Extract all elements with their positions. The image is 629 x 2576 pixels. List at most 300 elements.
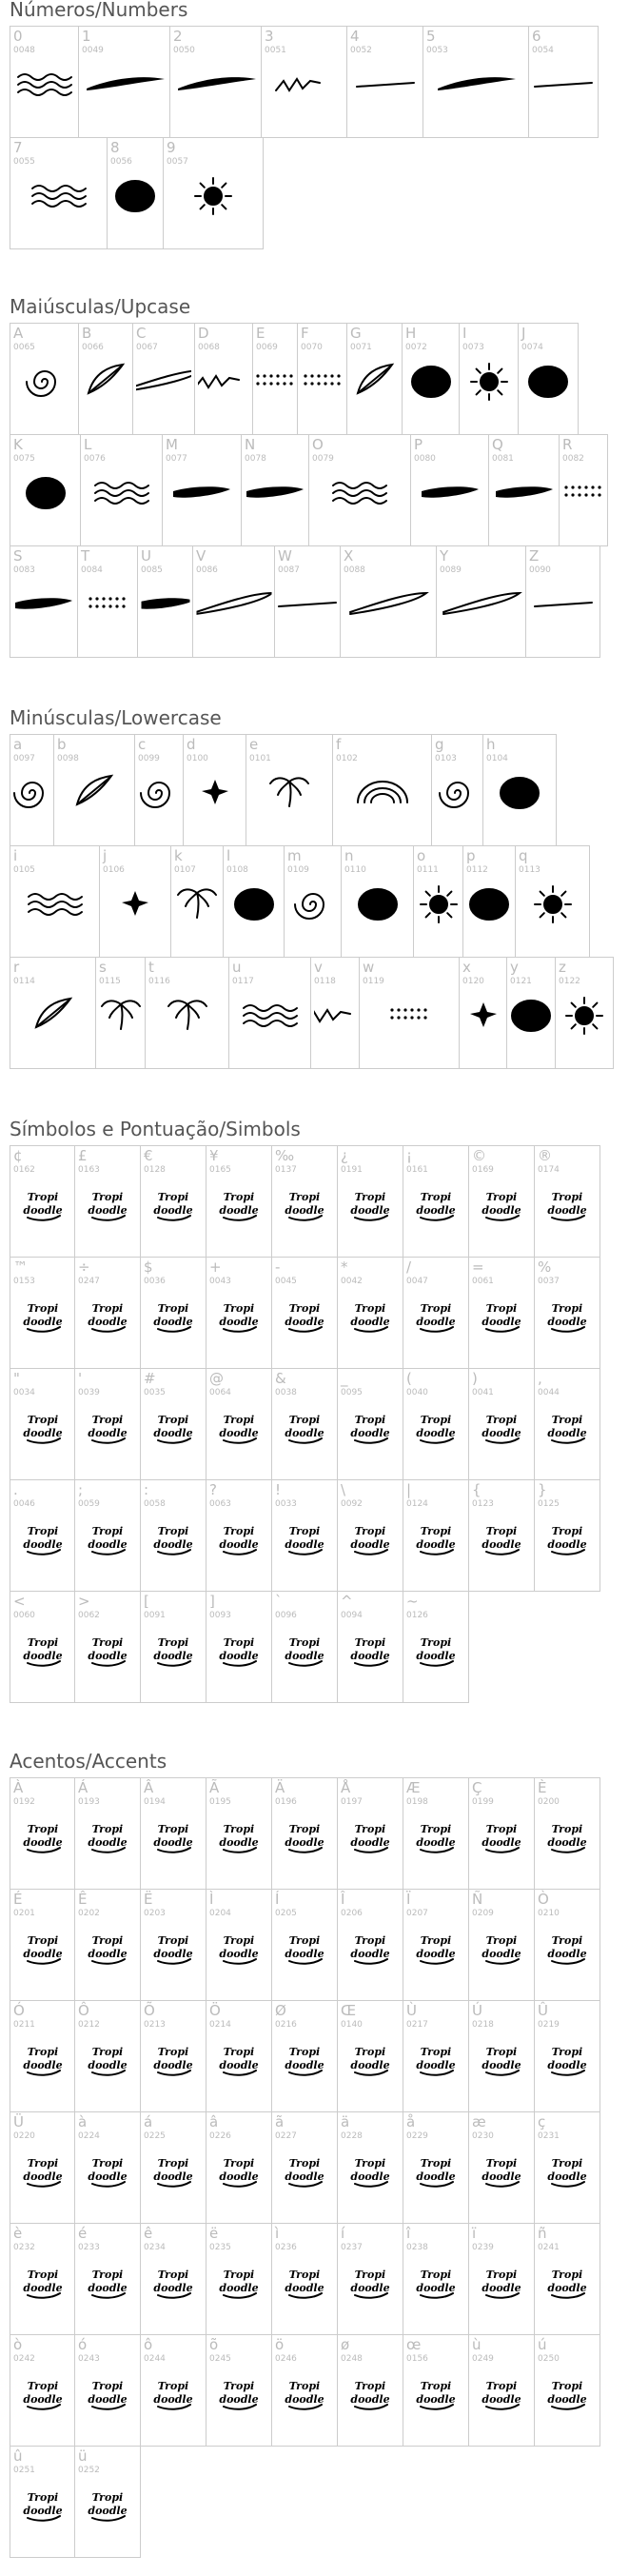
glyph-code: 0040 bbox=[406, 1388, 428, 1397]
glyph-cell bbox=[555, 957, 614, 1069]
glyph-code: 0037 bbox=[538, 1277, 560, 1286]
glyph-cell bbox=[140, 2334, 206, 2447]
glyph-drawing-icon bbox=[13, 880, 96, 927]
glyph-character: Ç bbox=[472, 1779, 482, 1796]
glyph-character: á bbox=[144, 2113, 153, 2130]
svg-text:doodle: doodle bbox=[88, 1836, 128, 1850]
glyph-drawing-icon bbox=[521, 357, 575, 405]
glyph-cell bbox=[271, 1479, 338, 1592]
glyph-character: K bbox=[13, 436, 23, 453]
section-title: Acentos/Accents bbox=[10, 1750, 167, 1773]
glyph-code: 0068 bbox=[198, 343, 220, 352]
glyph-drawing-icon bbox=[472, 2257, 531, 2305]
glyph-character: % bbox=[538, 1258, 552, 1276]
svg-text:doodle: doodle bbox=[153, 1650, 193, 1663]
glyph-code: 0239 bbox=[472, 2243, 494, 2252]
svg-text:doodle: doodle bbox=[547, 2170, 587, 2184]
glyph-code: 0204 bbox=[209, 1909, 231, 1918]
svg-text:doodle: doodle bbox=[22, 2282, 63, 2295]
svg-text:Tropi: Tropi bbox=[157, 2380, 189, 2393]
glyph-code: 0165 bbox=[209, 1165, 231, 1175]
glyph-code: 0058 bbox=[144, 1499, 166, 1509]
glyph-character: " bbox=[13, 1370, 20, 1387]
glyph-character: ¡ bbox=[406, 1147, 413, 1164]
glyph-character: $ bbox=[144, 1258, 153, 1276]
svg-text:Tropi: Tropi bbox=[27, 1823, 58, 1836]
glyph-row bbox=[10, 1146, 600, 1258]
glyph-code: 0207 bbox=[406, 1909, 428, 1918]
glyph-code: 0197 bbox=[341, 1797, 363, 1807]
glyph-drawing-icon bbox=[209, 1291, 268, 1338]
glyph-cell bbox=[271, 2334, 338, 2447]
glyph-character: a bbox=[13, 736, 23, 753]
glyph-drawing-icon bbox=[141, 580, 189, 627]
glyph-drawing-icon bbox=[492, 468, 556, 516]
glyph-drawing-icon bbox=[13, 1625, 71, 1673]
svg-text:Tropi: Tropi bbox=[420, 1414, 452, 1427]
svg-text:doodle: doodle bbox=[219, 1427, 259, 1440]
svg-text:Tropi: Tropi bbox=[91, 2157, 124, 2170]
svg-text:Tropi: Tropi bbox=[485, 2269, 518, 2282]
glyph-drawing-icon bbox=[466, 880, 512, 927]
glyph-drawing-icon bbox=[78, 1812, 137, 1859]
svg-text:Tropi: Tropi bbox=[223, 2380, 255, 2393]
glyph-cell bbox=[468, 1368, 535, 1480]
glyph-character: W bbox=[278, 547, 292, 565]
glyph-drawing-icon bbox=[103, 880, 167, 927]
glyph-cell bbox=[518, 323, 579, 435]
svg-text:Tropi: Tropi bbox=[27, 1934, 58, 1948]
glyph-character: Ù bbox=[406, 2002, 417, 2019]
glyph-code: 0198 bbox=[406, 1797, 428, 1807]
svg-text:doodle: doodle bbox=[22, 1650, 63, 1663]
glyph-code: 0099 bbox=[138, 754, 160, 763]
glyph-code: 0059 bbox=[78, 1499, 100, 1509]
glyph-row bbox=[10, 1778, 600, 1890]
svg-text:Tropi: Tropi bbox=[91, 1191, 124, 1204]
svg-text:Tropi: Tropi bbox=[288, 1191, 321, 1204]
svg-text:doodle: doodle bbox=[416, 2393, 456, 2407]
svg-text:Tropi: Tropi bbox=[354, 2269, 386, 2282]
glyph-drawing-icon bbox=[341, 1625, 400, 1673]
glyph-cell bbox=[436, 545, 526, 658]
glyph-cell bbox=[252, 323, 298, 435]
glyph-character: v bbox=[314, 959, 323, 976]
glyph-cell bbox=[10, 2000, 75, 2112]
svg-text:doodle: doodle bbox=[88, 2059, 128, 2072]
svg-text:doodle: doodle bbox=[153, 2170, 193, 2184]
svg-text:Tropi: Tropi bbox=[288, 2380, 321, 2393]
svg-text:doodle: doodle bbox=[547, 1316, 587, 1329]
glyph-cell bbox=[170, 845, 224, 958]
glyph-cell bbox=[468, 1889, 535, 2001]
glyph-cell bbox=[78, 26, 170, 138]
glyph-grid bbox=[10, 1146, 600, 1703]
svg-text:doodle: doodle bbox=[219, 2282, 259, 2295]
svg-text:Tropi: Tropi bbox=[157, 2269, 189, 2282]
glyph-code: 0116 bbox=[148, 977, 170, 986]
svg-text:doodle: doodle bbox=[219, 1316, 259, 1329]
svg-text:doodle: doodle bbox=[350, 2393, 390, 2407]
glyph-cell bbox=[297, 323, 347, 435]
glyph-drawing-icon bbox=[538, 2034, 597, 2082]
glyph-code: 0113 bbox=[519, 865, 541, 875]
glyph-character: e bbox=[249, 736, 259, 753]
glyph-drawing-icon bbox=[406, 1923, 465, 1971]
svg-text:Tropi: Tropi bbox=[420, 2380, 452, 2393]
glyph-character: Ñ bbox=[472, 1891, 483, 1908]
glyph-character: À bbox=[13, 1779, 24, 1796]
glyph-cell bbox=[10, 26, 79, 138]
svg-text:doodle: doodle bbox=[22, 2059, 63, 2072]
glyph-character: ? bbox=[209, 1481, 217, 1498]
glyph-character: h bbox=[486, 736, 496, 753]
glyph-cell bbox=[559, 434, 608, 546]
glyph-character: ¿ bbox=[341, 1147, 348, 1164]
svg-text:doodle: doodle bbox=[482, 2059, 521, 2072]
glyph-drawing-icon bbox=[198, 357, 249, 405]
glyph-drawing-icon bbox=[166, 468, 238, 516]
glyph-row bbox=[10, 2112, 600, 2224]
svg-text:doodle: doodle bbox=[482, 1204, 521, 1218]
glyph-character: Z bbox=[529, 547, 540, 565]
glyph-drawing-icon bbox=[562, 468, 604, 516]
glyph-cell bbox=[462, 845, 516, 958]
svg-text:doodle: doodle bbox=[416, 2170, 456, 2184]
svg-text:Tropi: Tropi bbox=[551, 1414, 583, 1427]
glyph-character: ö bbox=[275, 2336, 285, 2353]
glyph-character: V bbox=[196, 547, 206, 565]
glyph-code: 0250 bbox=[538, 2354, 560, 2364]
glyph-code: 0091 bbox=[144, 1611, 166, 1620]
glyph-drawing-icon bbox=[341, 1514, 400, 1561]
glyph-code: 0086 bbox=[196, 565, 218, 575]
glyph-code: 0156 bbox=[406, 2354, 428, 2364]
glyph-drawing-icon bbox=[417, 880, 460, 927]
glyph-character: ÷ bbox=[78, 1258, 90, 1276]
glyph-drawing-icon bbox=[78, 2368, 137, 2416]
svg-text:Tropi: Tropi bbox=[420, 1191, 452, 1204]
glyph-cell bbox=[78, 323, 133, 435]
glyph-cell bbox=[74, 2446, 141, 2558]
svg-text:Tropi: Tropi bbox=[485, 2046, 518, 2059]
glyph-drawing-icon bbox=[406, 2146, 465, 2193]
glyph-character: F bbox=[301, 325, 309, 342]
glyph-drawing-icon bbox=[144, 1402, 203, 1450]
svg-text:doodle: doodle bbox=[350, 1948, 390, 1961]
glyph-character: ; bbox=[78, 1481, 84, 1498]
glyph-code: 0061 bbox=[472, 1277, 494, 1286]
glyph-drawing-icon bbox=[275, 1291, 334, 1338]
glyph-drawing-icon bbox=[341, 1291, 400, 1338]
glyph-cell bbox=[10, 1257, 75, 1369]
svg-text:doodle: doodle bbox=[88, 1650, 128, 1663]
glyph-cell bbox=[423, 26, 529, 138]
glyph-code: 0212 bbox=[78, 2020, 100, 2030]
glyph-character: í bbox=[341, 2225, 345, 2242]
glyph-character: Y bbox=[440, 547, 449, 565]
glyph-code: 0055 bbox=[13, 157, 35, 167]
glyph-cell bbox=[337, 1889, 403, 2001]
glyph-character: € bbox=[144, 1147, 153, 1164]
svg-text:doodle: doodle bbox=[22, 1427, 63, 1440]
glyph-drawing-icon bbox=[406, 1179, 465, 1227]
glyph-character: ^ bbox=[341, 1593, 353, 1610]
glyph-cell bbox=[431, 734, 483, 846]
glyph-code: 0039 bbox=[78, 1388, 100, 1397]
glyph-drawing-icon bbox=[472, 1514, 531, 1561]
glyph-character: ¢ bbox=[13, 1147, 23, 1164]
glyph-cell bbox=[140, 1368, 206, 1480]
glyph-grid bbox=[10, 735, 614, 1069]
glyph-cell bbox=[140, 1145, 206, 1258]
glyph-character: ú bbox=[538, 2336, 547, 2353]
glyph-drawing-icon bbox=[13, 171, 104, 219]
svg-text:doodle: doodle bbox=[219, 1948, 259, 1961]
svg-text:doodle: doodle bbox=[350, 1538, 390, 1552]
glyph-code: 0201 bbox=[13, 1909, 35, 1918]
section-title: Minúsculas/Lowercase bbox=[10, 706, 222, 729]
glyph-cell bbox=[53, 734, 135, 846]
glyph-character: j bbox=[103, 847, 108, 864]
glyph-code: 0162 bbox=[13, 1165, 35, 1175]
glyph-character: , bbox=[538, 1370, 542, 1387]
glyph-drawing-icon bbox=[144, 2257, 203, 2305]
glyph-code: 0054 bbox=[532, 46, 554, 55]
svg-text:Tropi: Tropi bbox=[91, 1525, 124, 1538]
glyph-cell bbox=[403, 1777, 469, 1890]
glyph-cell bbox=[482, 734, 557, 846]
svg-text:doodle: doodle bbox=[350, 1427, 390, 1440]
glyph-cell bbox=[488, 434, 560, 546]
glyph-character: l bbox=[226, 847, 231, 864]
glyph-row bbox=[10, 846, 614, 958]
glyph-drawing-icon bbox=[232, 991, 307, 1039]
glyph-cell bbox=[10, 957, 96, 1069]
glyph-drawing-icon bbox=[341, 1402, 400, 1450]
glyph-cell bbox=[534, 1479, 600, 1592]
glyph-code: 0101 bbox=[249, 754, 271, 763]
glyph-row bbox=[10, 1480, 600, 1592]
glyph-code: 0118 bbox=[314, 977, 336, 986]
svg-text:doodle: doodle bbox=[416, 2059, 456, 2072]
glyph-code: 0106 bbox=[103, 865, 125, 875]
svg-text:Tropi: Tropi bbox=[420, 1525, 452, 1538]
glyph-drawing-icon bbox=[406, 1812, 465, 1859]
svg-text:doodle: doodle bbox=[22, 2505, 63, 2518]
glyph-character: k bbox=[174, 847, 183, 864]
svg-text:doodle: doodle bbox=[547, 1427, 587, 1440]
glyph-code: 0205 bbox=[275, 1909, 297, 1918]
glyph-character: t bbox=[148, 959, 154, 976]
glyph-drawing-icon bbox=[472, 1179, 531, 1227]
svg-text:doodle: doodle bbox=[416, 1836, 456, 1850]
glyph-code: 0203 bbox=[144, 1909, 166, 1918]
svg-text:Tropi: Tropi bbox=[27, 1191, 58, 1204]
glyph-drawing-icon bbox=[406, 1514, 465, 1561]
glyph-drawing-icon bbox=[344, 880, 410, 927]
glyph-character: N bbox=[245, 436, 256, 453]
svg-text:Tropi: Tropi bbox=[223, 1302, 255, 1316]
glyph-character: å bbox=[406, 2113, 416, 2130]
glyph-cell bbox=[410, 434, 489, 546]
glyph-code: 0248 bbox=[341, 2354, 363, 2364]
glyph-code: 0088 bbox=[344, 565, 365, 575]
glyph-code: 0096 bbox=[275, 1611, 297, 1620]
svg-text:Tropi: Tropi bbox=[420, 1823, 452, 1836]
glyph-drawing-icon bbox=[144, 1291, 203, 1338]
glyph-drawing-icon bbox=[538, 1514, 597, 1561]
glyph-code: 0220 bbox=[13, 2131, 35, 2141]
glyph-code: 0094 bbox=[341, 1611, 363, 1620]
glyph-drawing-icon bbox=[99, 991, 142, 1039]
glyph-code: 0228 bbox=[341, 2131, 363, 2141]
glyph-character: = bbox=[472, 1258, 484, 1276]
glyph-character: ó bbox=[78, 2336, 88, 2353]
glyph-cell bbox=[206, 1479, 272, 1592]
glyph-cell bbox=[525, 545, 600, 658]
glyph-code: 0252 bbox=[78, 2466, 100, 2475]
svg-text:Tropi: Tropi bbox=[551, 1191, 583, 1204]
glyph-character: + bbox=[209, 1258, 222, 1276]
glyph-character: © bbox=[472, 1147, 486, 1164]
glyph-code: 0194 bbox=[144, 1797, 166, 1807]
glyph-drawing-icon bbox=[13, 2368, 71, 2416]
glyph-cell bbox=[337, 2000, 403, 2112]
glyph-code: 0066 bbox=[82, 343, 104, 352]
glyph-drawing-icon bbox=[144, 1514, 203, 1561]
glyph-cell bbox=[337, 1368, 403, 1480]
glyph-code: 0140 bbox=[341, 2020, 363, 2030]
glyph-cell bbox=[403, 1145, 469, 1258]
glyph-drawing-icon bbox=[538, 1402, 597, 1450]
glyph-cell bbox=[534, 1889, 600, 2001]
glyph-cell bbox=[10, 323, 79, 435]
glyph-character: L bbox=[84, 436, 92, 453]
glyph-cell bbox=[261, 26, 347, 138]
glyph-drawing-icon bbox=[13, 580, 74, 627]
glyph-character: 6 bbox=[532, 28, 541, 45]
svg-text:Tropi: Tropi bbox=[420, 2269, 452, 2282]
glyph-character: ì bbox=[275, 2225, 280, 2242]
glyph-character: à bbox=[78, 2113, 88, 2130]
glyph-character: ¥ bbox=[209, 1147, 219, 1164]
svg-text:doodle: doodle bbox=[153, 1948, 193, 1961]
glyph-code: 0246 bbox=[275, 2354, 297, 2364]
glyph-drawing-icon bbox=[275, 1179, 334, 1227]
glyph-cell bbox=[10, 2223, 75, 2335]
glyph-cell bbox=[74, 1257, 141, 1369]
glyph-cell bbox=[506, 957, 556, 1069]
glyph-drawing-icon bbox=[275, 1402, 334, 1450]
glyph-cell bbox=[99, 845, 171, 958]
glyph-cell bbox=[10, 845, 100, 958]
glyph-cell bbox=[10, 2446, 75, 2558]
glyph-code: 0044 bbox=[538, 1388, 560, 1397]
glyph-cell bbox=[10, 1145, 75, 1258]
glyph-character: g bbox=[435, 736, 444, 753]
glyph-code: 0072 bbox=[405, 343, 427, 352]
svg-text:doodle: doodle bbox=[416, 1204, 456, 1218]
glyph-cell bbox=[74, 2111, 141, 2224]
svg-text:Tropi: Tropi bbox=[27, 1525, 58, 1538]
glyph-code: 0083 bbox=[13, 565, 35, 575]
glyph-character: ' bbox=[78, 1370, 83, 1387]
glyph-character: Â bbox=[144, 1779, 154, 1796]
glyph-cell bbox=[528, 26, 599, 138]
glyph-drawing-icon bbox=[13, 1179, 71, 1227]
glyph-code: 0092 bbox=[341, 1499, 363, 1509]
glyph-row bbox=[10, 1369, 600, 1480]
glyph-cell bbox=[346, 26, 423, 138]
svg-text:doodle: doodle bbox=[350, 1650, 390, 1663]
glyph-drawing-icon bbox=[144, 1625, 203, 1673]
glyph-character: T bbox=[81, 547, 90, 565]
glyph-character: q bbox=[519, 847, 528, 864]
glyph-drawing-icon bbox=[144, 1812, 203, 1859]
glyph-drawing-icon bbox=[265, 60, 344, 108]
glyph-character: Å bbox=[341, 1779, 351, 1796]
glyph-code: 0065 bbox=[13, 343, 35, 352]
svg-text:Tropi: Tropi bbox=[485, 1823, 518, 1836]
glyph-code: 0200 bbox=[538, 1797, 560, 1807]
glyph-drawing-icon bbox=[249, 768, 329, 816]
svg-text:Tropi: Tropi bbox=[288, 1934, 321, 1948]
glyph-character: ™ bbox=[13, 1258, 28, 1276]
glyph-character: ò bbox=[13, 2336, 23, 2353]
glyph-cell bbox=[140, 2223, 206, 2335]
glyph-code: 0073 bbox=[462, 343, 484, 352]
glyph-drawing-icon bbox=[538, 1179, 597, 1227]
glyph-drawing-icon bbox=[209, 1179, 268, 1227]
glyph-drawing-icon bbox=[13, 2146, 71, 2193]
glyph-code: 0053 bbox=[426, 46, 448, 55]
glyph-character: c bbox=[138, 736, 147, 753]
glyph-character: _ bbox=[341, 1370, 348, 1387]
glyph-cell bbox=[534, 2000, 600, 2112]
glyph-row bbox=[10, 1890, 600, 2001]
glyph-drawing-icon bbox=[196, 580, 271, 627]
svg-text:Tropi: Tropi bbox=[354, 1823, 386, 1836]
glyph-code: 0229 bbox=[406, 2131, 428, 2141]
glyph-character: 7 bbox=[13, 139, 23, 156]
glyph-cell bbox=[403, 2334, 469, 2447]
glyph-code: 0124 bbox=[406, 1499, 428, 1509]
glyph-code: 0074 bbox=[521, 343, 543, 352]
svg-text:doodle: doodle bbox=[416, 2282, 456, 2295]
glyph-character: È bbox=[538, 1779, 547, 1796]
svg-text:Tropi: Tropi bbox=[288, 1414, 321, 1427]
glyph-code: 0125 bbox=[538, 1499, 560, 1509]
svg-text:Tropi: Tropi bbox=[223, 1636, 255, 1650]
glyph-code: 0034 bbox=[13, 1388, 35, 1397]
glyph-drawing-icon bbox=[510, 991, 552, 1039]
glyph-code: 0048 bbox=[13, 46, 35, 55]
svg-text:doodle: doodle bbox=[482, 1538, 521, 1552]
glyph-drawing-icon bbox=[13, 1812, 71, 1859]
glyph-cell bbox=[468, 2111, 535, 2224]
svg-text:Tropi: Tropi bbox=[551, 1934, 583, 1948]
glyph-cell bbox=[332, 734, 432, 846]
glyph-cell bbox=[413, 845, 463, 958]
glyph-drawing-icon bbox=[430, 60, 521, 108]
glyph-drawing-icon bbox=[275, 1625, 334, 1673]
glyph-code: 0107 bbox=[174, 865, 196, 875]
svg-text:Tropi: Tropi bbox=[27, 2046, 58, 2059]
glyph-character: # bbox=[144, 1370, 156, 1387]
glyph-character: ! bbox=[275, 1481, 282, 1498]
glyph-drawing-icon bbox=[136, 357, 191, 405]
